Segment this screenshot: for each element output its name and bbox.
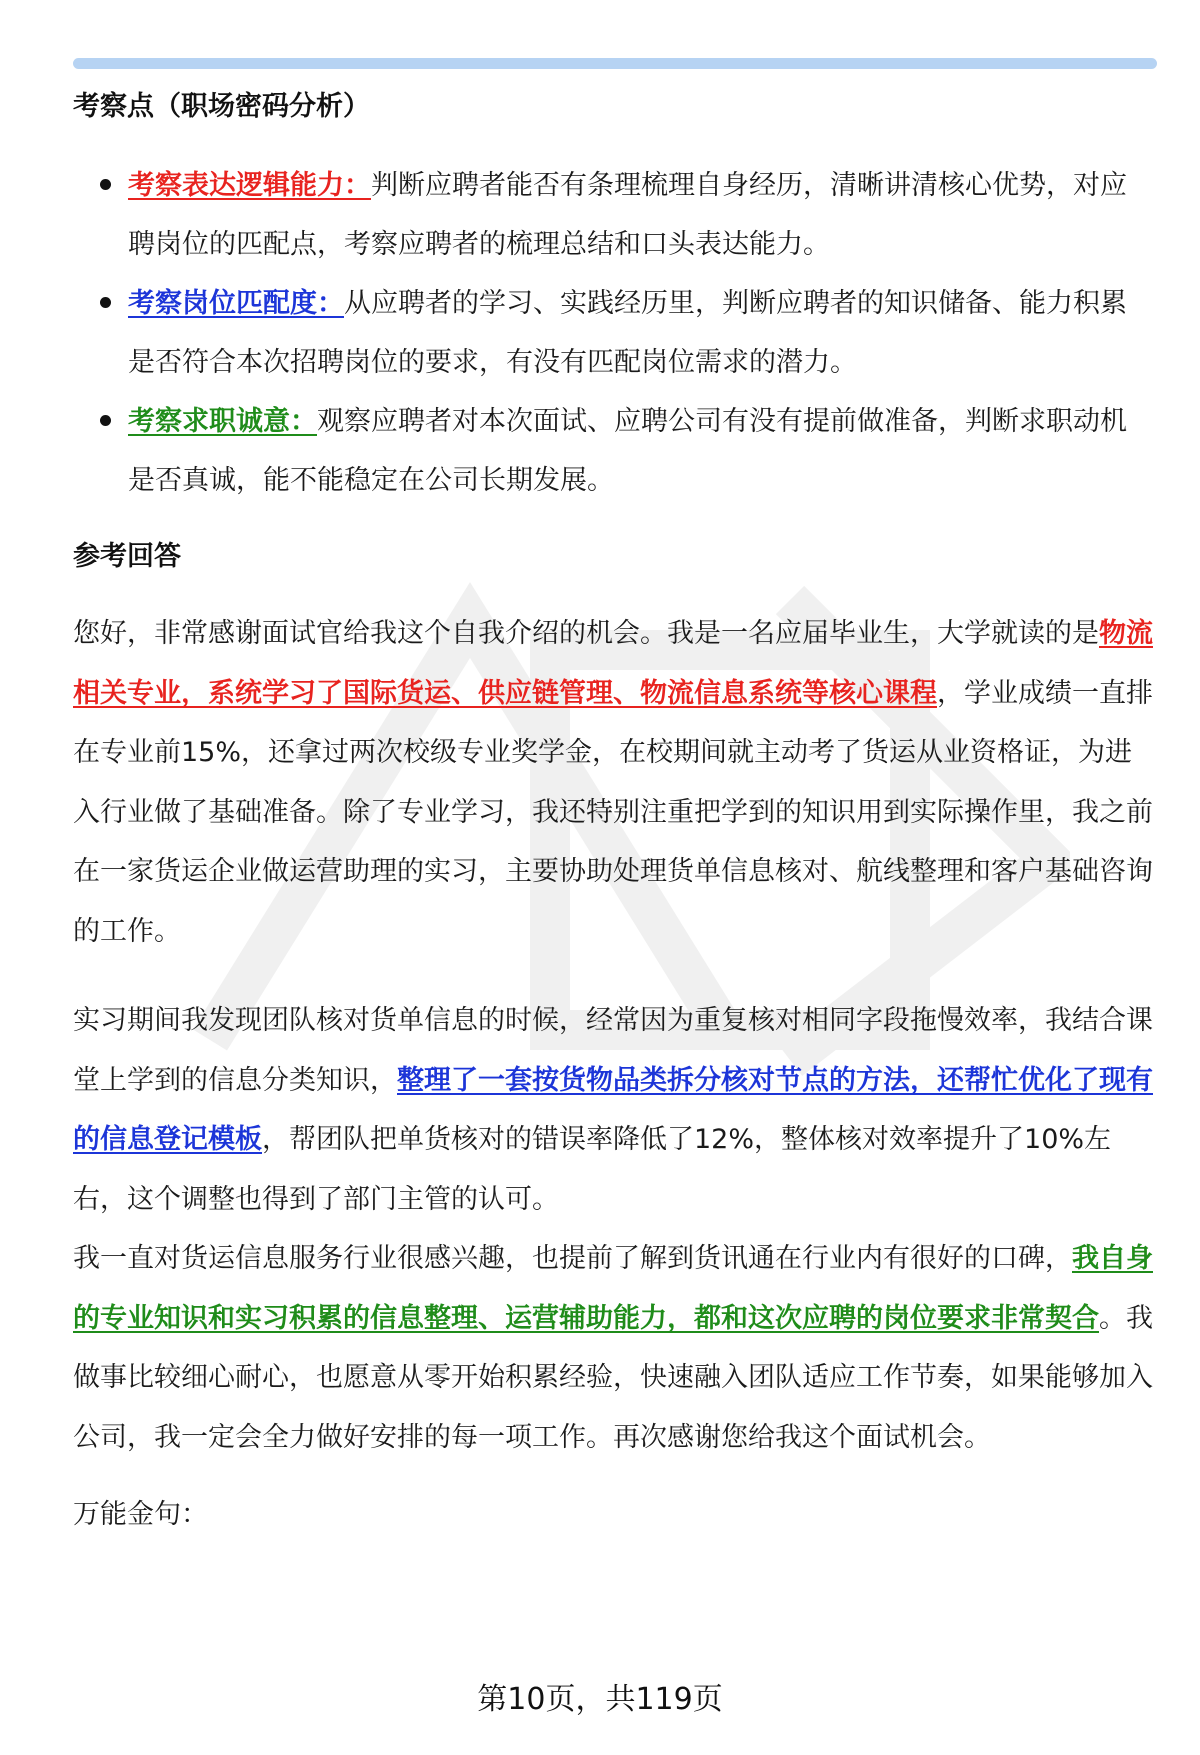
bullet-text: 判断应聘者能否有条理梳理自身经历，清晰讲清核心优势，对应聘岗位的匹配点，考察应聘者的梳理总结和口头表达能力。: [128, 170, 1127, 260]
assessment-list: [73, 156, 1153, 510]
section-heading-answer: 参考回答: [73, 541, 181, 572]
bullet-label-sincerity: 考察求职诚意：: [128, 406, 317, 437]
top-divider-bar: [73, 58, 1157, 69]
section-heading-assessment: 考察点（职场密码分析）: [73, 91, 370, 122]
bullet-text: 从应聘者的学习、实践经历里，判断应聘者的知识储备、能力积累是否符合本次招聘岗位的要求，有没有匹配岗位需求的潜力。: [128, 288, 1127, 378]
paragraph-text: 我一直对货运信息服务行业很感兴趣，也提前了解到货讯通在行业内有很好的口碑，: [73, 1243, 1072, 1274]
paragraph-text: 实习期间我发现团队核对货单信息的时候，经常因为重复核对相同字段拖慢效率，我结合课堂上学到的信息分类知识，: [73, 1005, 1153, 1096]
page-number: 第10页，共119页: [477, 1682, 723, 1717]
paragraph-text: ，帮团队把单货核对的错误率降低了12%，整体核对效率提升了10%左右，这个调整也得到了部门主管的认可。: [73, 1124, 1112, 1215]
paragraph-text: ，学业成绩一直排在专业前15%，还拿过两次校级专业奖学金，在校期间就主动考了货运从业资格证，为进入行业做了基础准备。除了专业学习，我还特别注重把学到的知识用到实际操作里，我之前在一家货运企业做运营助理的实习，主要协助处理货单信息核对、航线整理和客户基础咨询的工作。: [73, 677, 1153, 947]
list-item: [73, 156, 1153, 274]
document-body: [73, 82, 1153, 1545]
highlight-major: 物流相关专业，系统学习了国际货运、供应链管理、物流信息系统等核心课程: [73, 618, 1153, 709]
list-item: [73, 392, 1153, 510]
answer-paragraph-2: [73, 991, 1153, 1229]
bullet-text: 观察应聘者对本次面试、应聘公司有没有提前做准备，判断求职动机是否真诚，能不能稳定在公司长期发展。: [128, 406, 1127, 496]
bullet-label-logic: 考察表达逻辑能力：: [128, 170, 371, 201]
paragraph-text: 您好，非常感谢面试官给我这个自我介绍的机会。我是一名应届毕业生，大学就读的是: [73, 618, 1099, 649]
highlight-method: 整理了一套按货物品类拆分核对节点的方法，还帮忙优化了现有的信息登记模板: [73, 1064, 1153, 1155]
list-item: [73, 274, 1153, 392]
bullet-label-fit: 考察岗位匹配度：: [128, 288, 344, 319]
golden-sentence-label: 万能金句：: [73, 1499, 208, 1530]
paragraph-text: 。我做事比较细心耐心，也愿意从零开始积累经验，快速融入团队适应工作节奏，如果能够加入公司，我一定会全力做好安排的每一项工作。再次感谢您给我这个面试机会。: [73, 1302, 1153, 1453]
highlight-fit: 我自身的专业知识和实习积累的信息整理、运营辅助能力，都和这次应聘的岗位要求非常契合: [73, 1243, 1153, 1334]
answer-paragraph-1: [73, 604, 1153, 961]
answer-paragraph-3: [73, 1229, 1153, 1467]
